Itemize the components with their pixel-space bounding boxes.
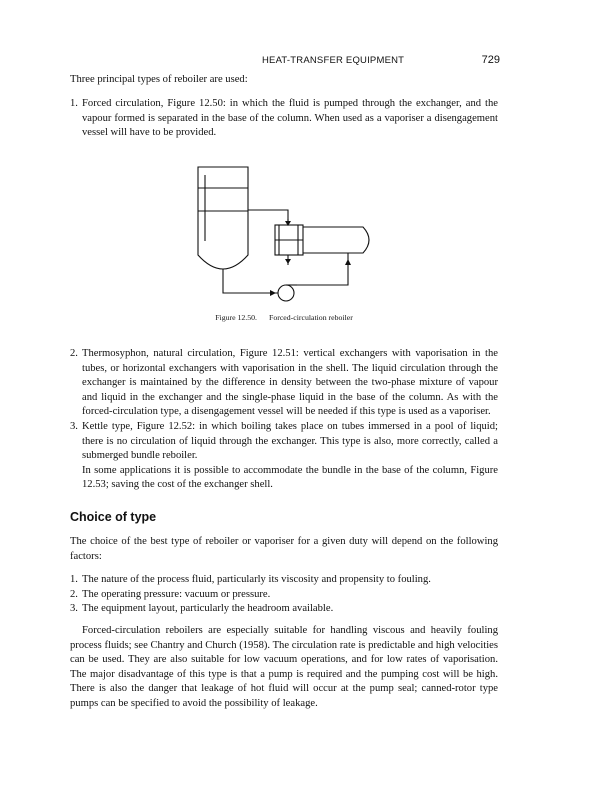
list-item [70, 97, 498, 141]
reboiler-types-list-part2 [70, 347, 498, 493]
column-outlet-pipe [223, 269, 278, 293]
vapour-return-pipe [248, 210, 288, 223]
list-number: 1. [70, 574, 78, 585]
list-item-extra-text: In some applications it is possible to accommodate the bundle in the base of the column, Figure 12.53; saving the cost of the exchanger shell. [82, 464, 498, 491]
list-item [70, 602, 498, 617]
list-item-text: Thermosyphon, natural circulation, Figure 12.51: vertical exchangers with vaporisation in the tubes, or horizontal exchangers with vaporisation in the shell. The liquid circulation through the exchanger is maintained by the difference in density between the two-phase mixture of vapour and liquid in the exchanger and the single-phase liquid in the base of the column. As with the forced-circulation type, a disengagement vessel will be needed if this type is used as a vaporiser. [82, 348, 498, 418]
list-item-text: The equipment layout, particularly the headroom available. [82, 603, 334, 615]
list-number: 1. [70, 98, 78, 109]
list-item-text: The operating pressure: vacuum or pressure. [82, 588, 271, 600]
factors-list [70, 573, 498, 617]
figure-caption [70, 313, 498, 322]
list-number: 3. [70, 420, 78, 432]
flow-arrow-icon [270, 290, 276, 296]
running-title: HEAT-TRANSFER EQUIPMENT [262, 55, 405, 66]
list-number: 2. [70, 588, 78, 600]
list-item [70, 347, 498, 420]
flow-arrow-icon [345, 259, 351, 265]
figure-caption-text: Forced-circulation reboiler [269, 313, 353, 322]
list-item [70, 588, 498, 603]
list-item [70, 573, 498, 588]
section-heading: Choice of type [70, 510, 157, 524]
list-item-text: Forced circulation, Figure 12.50: in which the fluid is pumped through the exchanger, and the vapour formed is separated in the base of the column. When used as a vaporiser a disengagement vessel will have to be provided. [82, 98, 498, 139]
figure-label: Figure 12.50. [215, 313, 258, 322]
section-intro-paragraph: The choice of the best type of reboiler or vaporiser for a given duty will depend on the following factors: [70, 536, 498, 562]
list-number: 2. [70, 348, 78, 359]
list-number: 3. [70, 603, 78, 615]
list-item [70, 420, 498, 493]
closing-paragraph: Forced-circulation reboilers are especially suitable for handling viscous and heavily fouling process fluids; see Chantry and Church (1958). The circulation rate is predictable and high velocities can be used. They are also suitable for low vacuum operations, and for low rates of vaporisation. The major disadvantage of this type is that a pump is required and the pumping cost will be high. There is also the danger that leakage of hot fluid will occur at the pump seal; canned-rotor type pumps can be specified to avoid the possibility of leakage. [70, 625, 498, 709]
list-item-text: Kettle type, Figure 12.52: in which boiling takes place on tubes immersed in a pool of liquid; there is no circulation of liquid through the exchanger. This type is also, more correctly, called a submerged bundle reboiler. [82, 420, 498, 462]
pump-casing [278, 285, 294, 301]
running-head [70, 55, 500, 69]
pump-discharge-pipe [297, 260, 348, 285]
page-number: 729 [481, 54, 500, 66]
reboiler-types-list-part1 [70, 97, 498, 141]
exchanger-shell [303, 227, 369, 253]
flow-arrow-icon [285, 259, 291, 264]
intro-paragraph: Three principal types of reboiler are used: [70, 74, 248, 85]
list-item-text: The nature of the process fluid, particularly its viscosity and propensity to fouling. [82, 574, 431, 585]
forced-circulation-reboiler-diagram [185, 155, 425, 305]
